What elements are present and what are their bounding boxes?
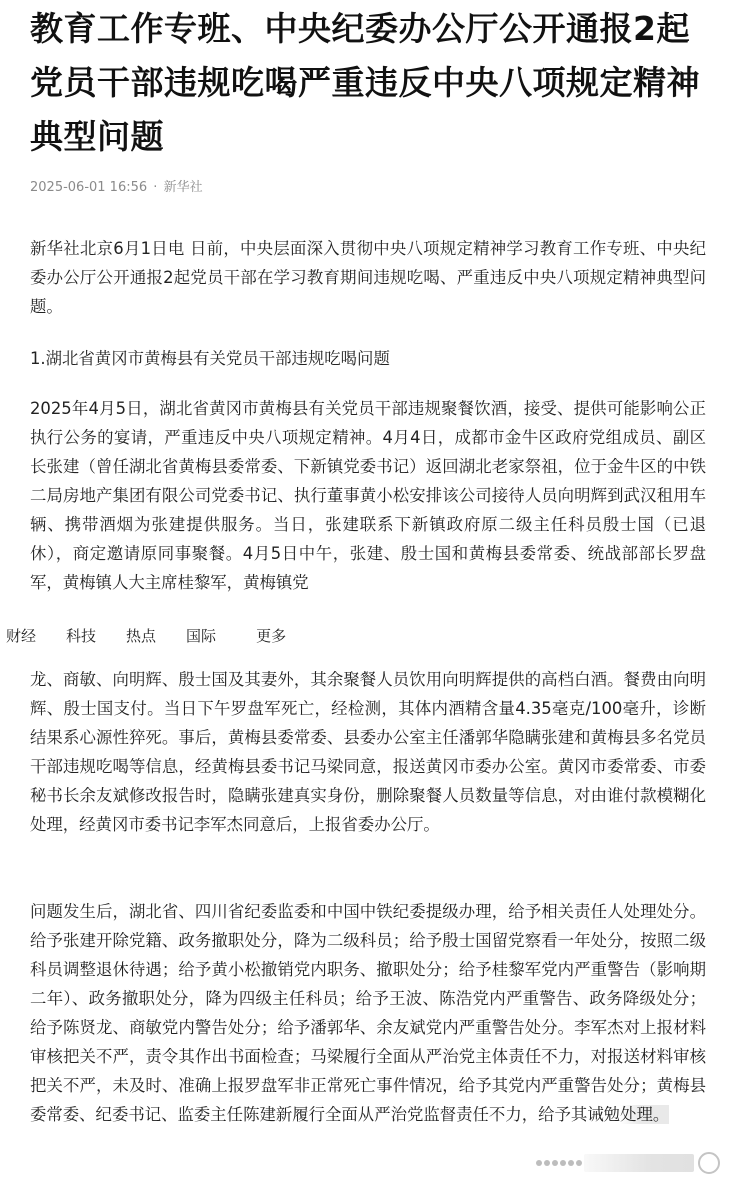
case-paragraph-part2: 龙、商敏、向明辉、殷士国及其妻外，其余聚餐人员饮用向明辉提供的高档白酒。餐费由向明辉、殷士国支付。当日下午罗盘军死亡，经检测，其体内酒精含量4.35毫克/100毫升，诊断结果系心源性猝死。事后，黄梅县委常委、县委办公室主任潘郭华隐瞒张建和黄梅县多名党员干部违规吃喝等信息，经黄梅县委书记马梁同意，报送黄冈市委办公室。黄冈市委常委、市委秘书长余友斌修改报告时，隐瞒张建真实身份，删除聚餐人员数量等信息，对由谁付款模糊化处理，经黄冈市委书记李军杰同意后，上报省委办公厅。 <box>30 670 706 834</box>
article-title: 教育工作专班、中央纪委办公厅公开通报2起党员干部违规吃喝严重违反中央八项规定精神典型问题 <box>30 9 700 156</box>
watermark-dot <box>568 1160 574 1166</box>
watermark-dot <box>544 1160 550 1166</box>
watermark-dots <box>536 1153 584 1173</box>
meta-separator: · <box>153 180 158 195</box>
tab-technology[interactable]: 科技 <box>66 627 97 645</box>
watermark <box>536 1152 720 1174</box>
category-tabs-bar <box>0 606 730 665</box>
article-meta <box>30 178 203 198</box>
more-tabs-label: 更多 <box>256 627 287 645</box>
watermark-bar <box>584 1154 694 1172</box>
watermark-logo-icon <box>698 1152 720 1174</box>
tab-hot[interactable]: 热点 <box>126 627 157 645</box>
punishment-paragraph <box>30 897 706 1129</box>
source-name: 新华社 <box>163 180 203 195</box>
punishment-paragraph-tail: 处理。 <box>620 1105 670 1124</box>
watermark-dot <box>536 1160 542 1166</box>
tab-international[interactable]: 国际 <box>186 627 217 645</box>
publish-datetime: 2025-06-01 16:56 <box>30 180 148 195</box>
intro-paragraph: 新华社北京6月1日电 日前，中央层面深入贯彻中央八项规定精神学习教育工作专班、中央纪委办公厅公开通报2起党员干部在学习教育期间违规吃喝、严重违反中央八项规定精神典型问题。 <box>30 239 706 316</box>
case-paragraph-part1: 2025年4月5日，湖北省黄冈市黄梅县有关党员干部违规聚餐饮酒，接受、提供可能影响公正执行公务的宴请，严重违反中央八项规定精神。4月4日，成都市金牛区政府党组成员、副区长张建（曾任湖北省黄梅县委常委、下新镇党委书记）返回湖北老家祭祖，位于金牛区的中铁二局房地产集团有限公司党委书记、执行董事黄小松安排该公司接待人员向明辉到武汉租用车辆、携带酒烟为张建提供服务。当日，张建联系下新镇政府原二级主任科员殷士国（已退休），商定邀请原同事聚餐。4月5日中午，张建、殷士国和黄梅县委常委、统战部部长罗盘军，黄梅镇人大主席桂黎军，黄梅镇党 <box>30 399 706 592</box>
watermark-dot <box>552 1160 558 1166</box>
watermark-dot <box>576 1160 582 1166</box>
watermark-dot <box>560 1160 566 1166</box>
punishment-paragraph-main: 问题发生后，湖北省、四川省纪委监委和中国中铁纪委提级办理，给予相关责任人处理处分。给予张建开除党籍、政务撤职处分，降为二级科员；给予殷士国留党察看一年处分，按照二级科员调整退休待遇；给予黄小松撤销党内职务、撤职处分；给予桂黎军党内严重警告（影响期二年）、政务撤职处分，降为四级主任科员；给予王波、陈浩党内严重警告、政务降级处分；给予陈贤龙、商敏党内警告处分；给予潘郭华、余友斌党内严重警告处分。李军杰对上报材料审核把关不严，责令其作出书面检查；马梁履行全面从严治党主体责任不力，对报送材料审核把关不严，未及时、准确上报罗盘军非正常死亡事件情况，给予其党内严重警告处分；黄梅县委常委、纪委书记、监委主任陈建新履行全面从严治党监督责任不力，给予其诫勉 <box>30 902 706 1124</box>
more-tabs-button[interactable] <box>246 621 296 650</box>
tab-finance[interactable]: 财经 <box>6 627 37 645</box>
section-heading: 1.湖北省黄冈市黄梅县有关党员干部违规吃喝问题 <box>30 349 390 368</box>
